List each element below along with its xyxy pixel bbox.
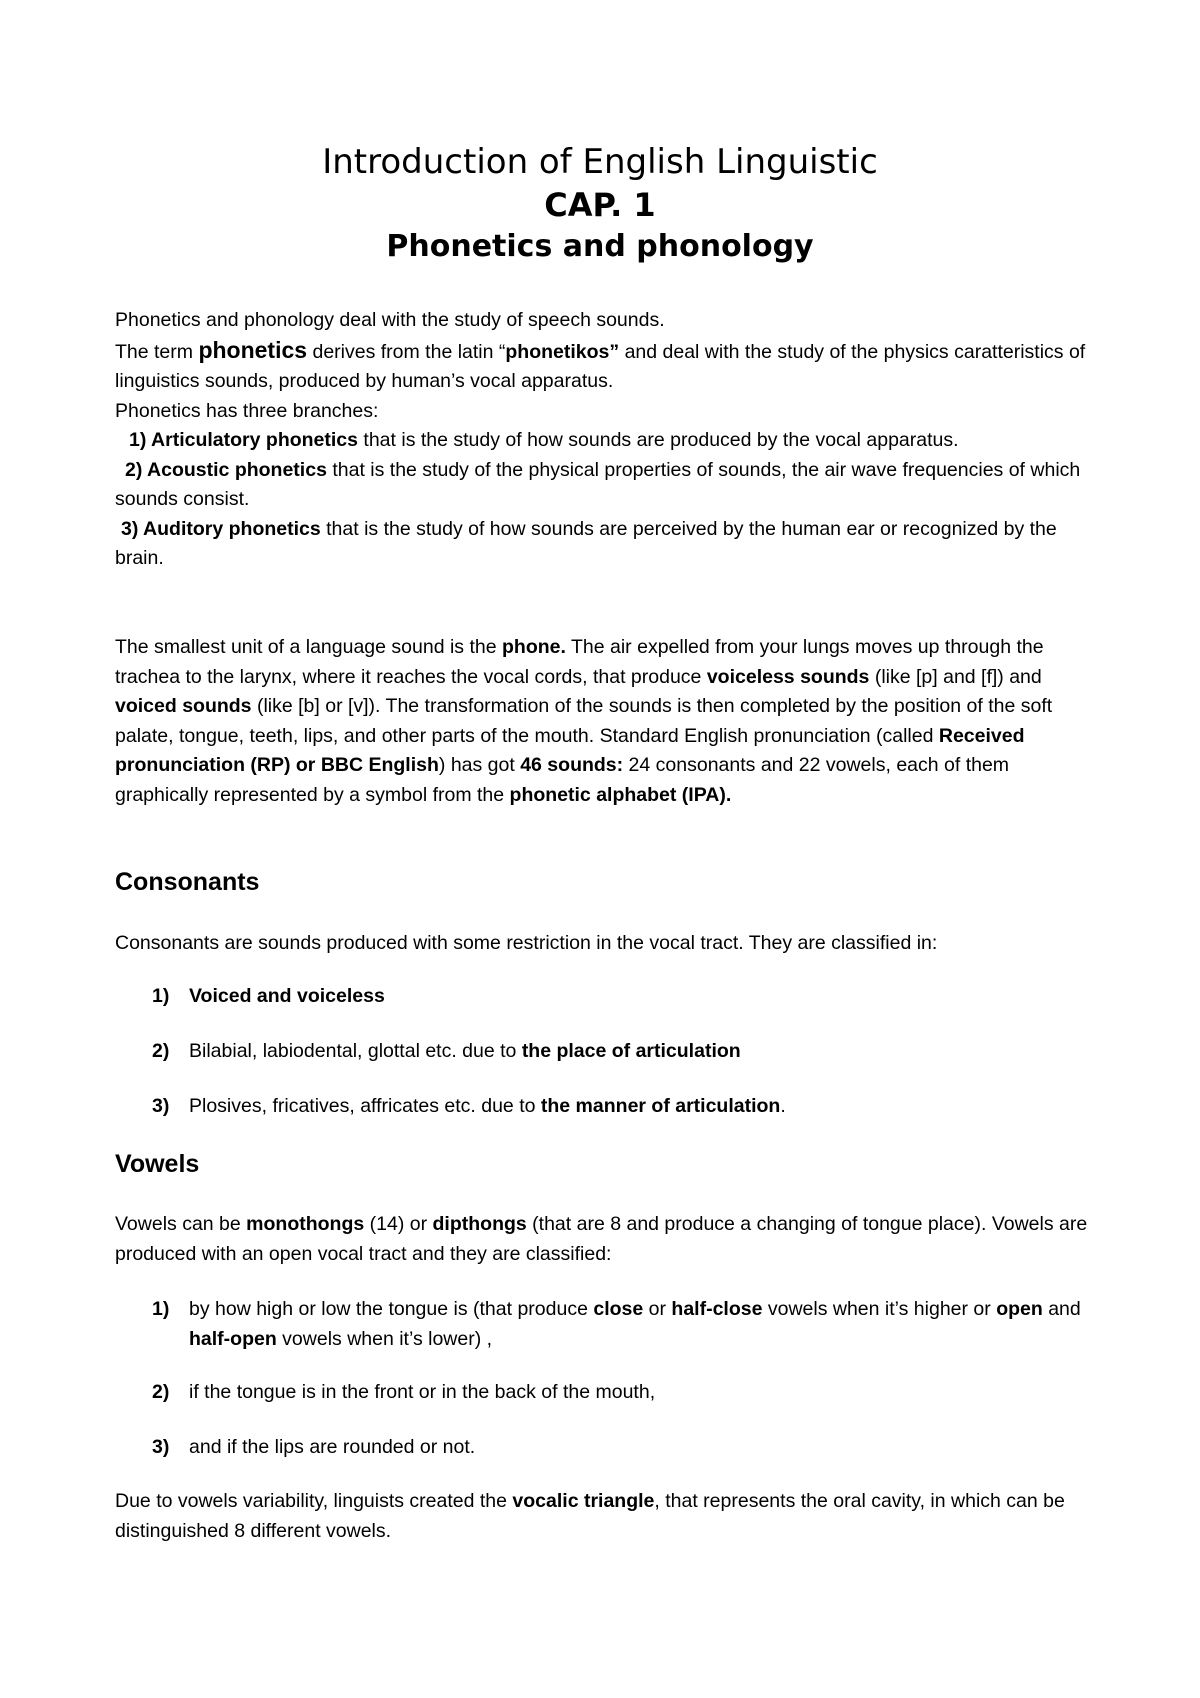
branch-3: 3) Auditory phonetics that is the study of how sounds are perceived by the human ear or recognized by the brain. [115, 517, 1057, 569]
branch-2: 2) Acoustic phonetics that is the study of the physical properties of sounds, the air wave frequencies of which sounds consist. [115, 458, 1081, 510]
branch-1: 1) Articulatory phonetics that is the study of how sounds are produced by the vocal apparatus. [129, 429, 959, 451]
document-page: Introduction of English Linguistic CAP. 1 Phonetics and phonology Phonetics and phonology deal with the study of speech sounds. The term phonetics derives from the latin “phonetikos” and deal with the study of the physics caratteristics of linguistics sounds, produced by human’s vocal apparatus. Phonetics has three branches: 1) Articulatory phonetics that is the study of how sounds are produced by the vocal apparatus. 2) Acoustic phonetics that is the study of the physical properties of sounds, the air wave frequencies of which sounds consist. 3) Auditory phonetics that is the study of how sounds are perceived by the human ear or recognized by the brain. The smallest unit of a language sound is the phone. The air expelled from your lungs moves up through the trachea to the larynx, where it reaches the vocal cords, that produce voiceless sounds (like [p] and [f]) and voiced sounds (like [b] or [v]). The transformation of the sounds is then completed by the position of the soft palate, tongue, teeth, lips, and other parts of the mouth. Standard English pronunciation (called Received pronunciation (RP) or BBC English) has got 46 sounds: 24 consonants and 22 vowels, each of them graphically represented by a symbol from the phonetic alphabet (IPA). Consonants Consonants are sounds produced with some restriction in the vocal tract. They are classified in: 1) Voiced and voiceless 2) Bilabial, labiodental, glottal etc. due to the place of articulation 3) Plosives, fricatives, affricates etc. due to the manner of articulation. Vowels Vowels can be monothongs (14) or dipthongs (that are 8 and produce a changing of tongue place). Vowels are produced with an open vocal tract and they are classified: 1) by how high or low the tongue is (that produce close or half-close vowels when it’s higher or open and half-open vowels when it’s lower) , 2) if the tongue is in the front or in the back of the mouth, 3) and if the lips are rounded or not. Due to vowels variability, linguists created the vocalic triangle, that represents the oral cavity, in which can be distinguished 8 different vowels. [0, 0, 1200, 1698]
intro-paragraph [115, 306, 1100, 574]
consonants-heading: Consonants [115, 868, 260, 896]
term-phonetics: phonetics [198, 336, 308, 363]
intro-line-3: Phonetics has three branches: [115, 399, 379, 422]
vowels-closing-paragraph: Due to vowels variability, linguists created the vocalic triangle, that represents the oral cavity, in which can be distinguished 8 different vowels. [115, 1490, 1065, 1542]
intro-line-2: The term phonetics derives from the latin “phonetikos” and deal with the study of the physics caratteristics of linguistics sounds, produced by human’s vocal apparatus. [115, 336, 1086, 392]
chapter-subtitle: Phonetics and phonology [386, 229, 814, 264]
chapter-label: CAP. 1 [544, 186, 656, 224]
consonants-intro: Consonants are sounds produced with some restriction in the vocal tract. They are classified in: [115, 932, 938, 954]
term-phonetikos: phonetikos” [505, 340, 620, 363]
intro-line-1: Phonetics and phonology deal with the study of speech sounds. [115, 309, 665, 331]
phone-paragraph: The smallest unit of a language sound is the phone. The air expelled from your lungs moves up through the trachea to the larynx, where it reaches the vocal cords, that produce voiceless sounds (like [p] and [f]) and voiced sounds (like [b] or [v]). The transformation of the sounds is then completed by the position of the soft palate, tongue, teeth, lips, and other parts of the mouth. Standard English pronunciation (called Received pronunciation (RP) or BBC English) has got 46 sounds: 24 consonants and 22 vowels, each of them graphically represented by a symbol from the phonetic alphabet (IPA). [115, 636, 1053, 806]
document-title: Introduction of English Linguistic [322, 142, 878, 182]
vowels-intro: Vowels can be monothongs (14) or dipthongs (that are 8 and produce a changing of tongue place). Vowels are produced with an open vocal tract and they are classified: [115, 1213, 1088, 1265]
vowels-heading: Vowels [115, 1150, 200, 1178]
